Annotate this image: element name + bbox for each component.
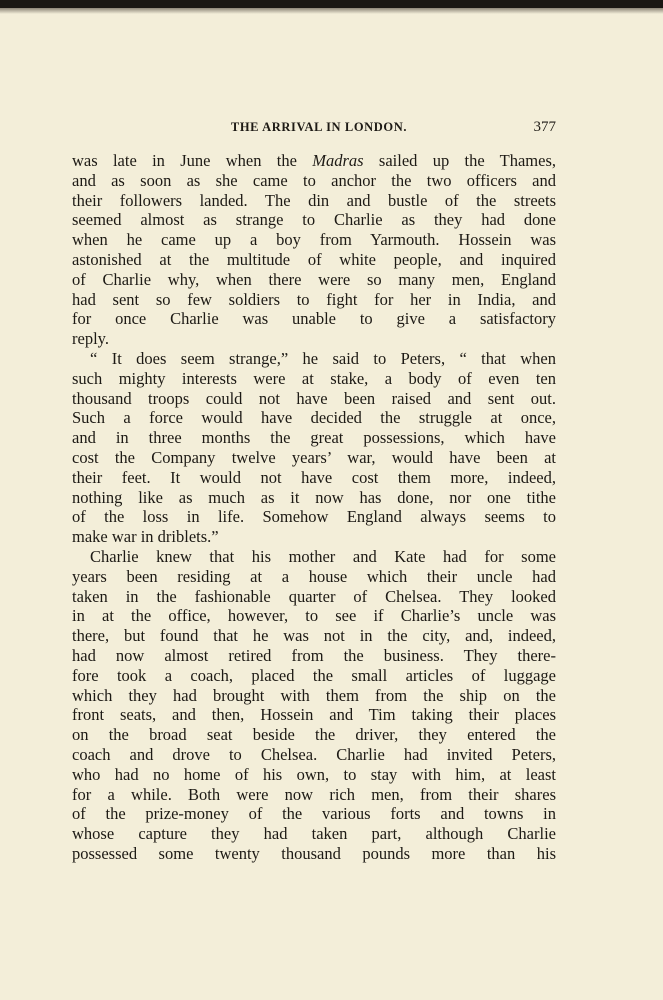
text-line: such mighty interests were at stake, a body of even ten [72,368,556,388]
text-line: of the prize-money of the various forts and towns in [72,804,556,824]
text-line: in at the office, however, to see if Charlie’s uncle was [72,606,556,626]
text-line: their followers landed. The din and bustle of the streets [72,190,556,210]
text-line: cost the Company twelve years’ war, would have been at [72,447,556,467]
text-line: reply. [72,329,109,349]
text-line: seemed almost as strange to Charlie as they had done [72,210,556,230]
text-line: on the broad seat beside the driver, they entered the [72,725,556,745]
page-number: 377 [533,119,556,135]
text-line: Charlie knew that his mother and Kate had for some [90,546,556,566]
text-line: possessed some twenty thousand pounds more than his [72,843,556,863]
text-line: years been residing at a house which their uncle had [72,566,556,586]
text-line: when he came up a boy from Yarmouth. Hossein was [72,230,556,250]
text-line: there, but found that he was not in the city, and, indeed, [72,626,556,646]
running-title: THE ARRIVAL IN LONDON. [230,120,408,134]
text-line: had sent so few soldiers to fight for her in India, and [72,289,556,309]
text-line: coach and drove to Chelsea. Charlie had invited Peters, [72,744,556,764]
page-top-edge [0,0,663,8]
text-line: fore took a coach, placed the small articles of luggage [72,665,556,685]
text-line: of Charlie why, when there were so many men, England [72,269,556,289]
text-line: front seats, and then, Hossein and Tim taking their places [72,705,556,725]
text-line: Such a force would have decided the struggle at once, [72,408,556,428]
text-line: whose capture they had taken part, although Charlie [72,824,556,844]
page-top-shadow [0,8,663,14]
text-line: had now almost retired from the business. They there- [72,645,556,665]
text-line: who had no home of his own, to stay with him, at least [72,764,556,784]
text-line: for once Charlie was unable to give a satisfactory [72,309,556,329]
ship-name: Madras [312,151,364,170]
text-line: was late in June when the Madras sailed up the Thames, [72,151,557,170]
text-line: “ It does seem strange,” he said to Peters, “ that when [90,348,556,368]
text-line: astonished at the multitude of white people, and inquired [72,249,556,269]
text-line: for a while. Both were now rich men, from their shares [72,784,556,804]
text-line: of the loss in life. Somehow England always seems to [72,507,556,527]
text-line: their feet. It would not have cost them more, indeed, [72,467,556,487]
text-line: and in three months the great possessions, which have [72,428,556,448]
text-line: and as soon as she came to anchor the two officers and [72,170,556,190]
text-line: taken in the fashionable quarter of Chelsea. They looked [72,586,556,606]
text-line: nothing like as much as it now has done, nor one tithe [72,487,556,507]
running-head [72,117,556,137]
text-line: thousand troops could not have been raised and sent out. [72,388,556,408]
body-text [72,151,556,864]
text-line: make war in driblets.” [72,527,219,547]
text-line: which they had brought with them from the ship on the [72,685,556,705]
